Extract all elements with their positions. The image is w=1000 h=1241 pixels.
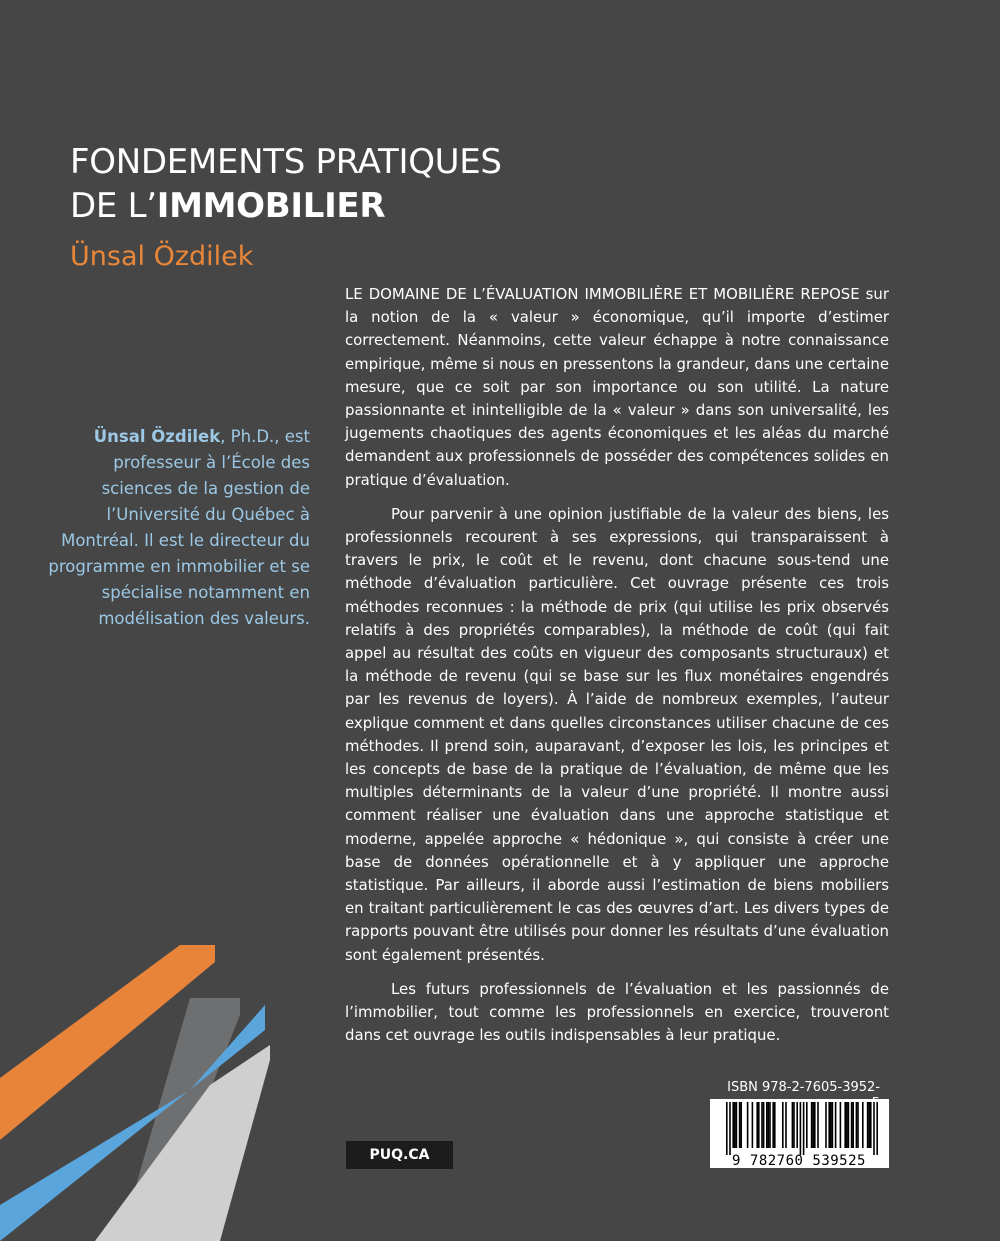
barcode-bar bbox=[793, 1102, 795, 1148]
barcode-bar bbox=[768, 1102, 770, 1148]
barcode-bar bbox=[800, 1102, 802, 1155]
barcode-bar bbox=[828, 1102, 830, 1148]
barcode-bar bbox=[752, 1102, 754, 1148]
barcode-digits: 9 782760 539525 bbox=[732, 1153, 866, 1168]
barcode-bar bbox=[806, 1102, 808, 1148]
barcode-bar bbox=[734, 1102, 736, 1148]
barcode-bar bbox=[740, 1102, 742, 1148]
barcode-bar bbox=[729, 1102, 731, 1155]
barcode-bar bbox=[867, 1102, 869, 1148]
barcode-bar bbox=[870, 1102, 872, 1148]
publisher-label: PUQ.CA bbox=[346, 1141, 453, 1169]
title-line-2-bold: IMMOBILIER bbox=[156, 186, 386, 226]
bio-text: , Ph.D., est professeur à l’École des sciences de la gestion de l’Université du Québec à Montréal. Il est le directeur du programme en immobilier et se spécialise notamment en modélisation des valeurs. bbox=[48, 427, 310, 628]
barcode-bar bbox=[852, 1102, 854, 1148]
title-line-1: FONDEMENTS PRATIQUES bbox=[70, 142, 502, 182]
barcode-bar bbox=[782, 1102, 784, 1148]
barcode-bar bbox=[873, 1102, 875, 1155]
barcode-bar bbox=[825, 1102, 827, 1148]
paragraph-3: Les futurs professionnels de l’évaluation et les passionnés de l’immobilier, tout comme les professionnels en exercice, trouveront dans cet ouvrage les outils indispensables à leur pratique. bbox=[345, 979, 889, 1045]
barcode-bar bbox=[848, 1102, 850, 1148]
back-cover-text bbox=[345, 283, 889, 1048]
barcode-bar bbox=[803, 1102, 805, 1155]
author-name: Ünsal Özdilek bbox=[70, 241, 254, 272]
barcode-bar bbox=[814, 1102, 816, 1148]
barcode-bar bbox=[736, 1102, 738, 1148]
barcode-bars bbox=[710, 1099, 889, 1168]
barcode-bar bbox=[876, 1102, 878, 1155]
title-line-2-prefix: DE L’ bbox=[70, 186, 157, 226]
book-title bbox=[70, 140, 502, 228]
author-bio bbox=[40, 424, 310, 632]
barcode-bar bbox=[769, 1102, 771, 1148]
barcode-bar bbox=[756, 1102, 758, 1148]
barcode-bar bbox=[851, 1102, 853, 1148]
barcode-bar bbox=[832, 1102, 834, 1148]
barcode-bar bbox=[844, 1102, 846, 1148]
barcode-bar bbox=[774, 1102, 776, 1148]
barcode-bar bbox=[811, 1102, 813, 1148]
barcode-bar bbox=[772, 1102, 774, 1148]
barcode-bar bbox=[856, 1102, 858, 1148]
barcode-bar bbox=[817, 1102, 819, 1148]
barcode-bar bbox=[785, 1102, 787, 1148]
barcode-bar bbox=[766, 1102, 768, 1148]
barcode-bar bbox=[732, 1102, 734, 1148]
isbn-label: ISBN 978-2-7605-3952- bbox=[727, 1080, 880, 1095]
barcode-bar bbox=[868, 1102, 870, 1148]
barcode-bar bbox=[835, 1102, 837, 1148]
barcode-bar bbox=[763, 1102, 765, 1148]
barcode-bar bbox=[792, 1102, 794, 1148]
bio-author-name: Ünsal Özdilek bbox=[93, 427, 221, 446]
barcode-bar bbox=[840, 1102, 842, 1148]
barcode bbox=[710, 1099, 889, 1168]
barcode-bar bbox=[812, 1102, 814, 1148]
barcode-bar bbox=[758, 1102, 760, 1148]
barcode-bar bbox=[739, 1102, 741, 1148]
barcode-bar bbox=[726, 1102, 728, 1155]
barcode-bar bbox=[796, 1102, 798, 1148]
barcode-bar bbox=[846, 1102, 848, 1148]
paragraph-2: Pour parvenir à une opinion justifiable de la valeur des biens, les professionnels recourent à ses expressions, qui transparaissent à travers le prix, le coût et le revenu, dont chacune sous-tend une méthode d’évaluation particulière. Cet ouvrage présente ces trois méthodes reconnues : la méthode de prix (qui utilise les prix observés relatifs à des propriétés comparables), la méthode de coût (qui fait appel au résultat des coûts en vigueur des composants structuraux) et la méthode de revenu (qui se base sur les flux monétaires engendrés par les revenus de loyers). À l’aide de nombreux exemples, l’auteur explique comment et dans quelles circonstances utiliser chacune de ces méthodes. Il prend soin, auparavant, d’exposer les lois, les principes et les concepts de base de la pratique de l’évaluation, de même que les multiples déterminants de la valeur d’une propriété. Il montre aussi comment réaliser une évaluation dans une approche statistique et moderne, appelée approche « hédonique », qui consiste à créer une base de données opérationnelle et à y appliquer une approche statistique. Par ailleurs, il aborde aussi l’estimation de biens mobiliers en traitant particulièrement le cas des œuvres d’art. Les divers types de rapports pouvant être utilisés pour donner les résultats d’une évaluation sont également présentés. bbox=[345, 504, 889, 964]
barcode-bar bbox=[830, 1102, 832, 1148]
paragraph-1: LE DOMAINE DE L’ÉVALUATION IMMOBILIÈRE ET MOBILIÈRE REPOSE sur la notion de la « valeur » économique, qu’il importe d’estimer correctement. Néanmoins, cette valeur échappe à notre connaissance empirique, même si nous en pressentons la grandeur, dans une certaine mesure, que ce soit par son importance ou son utilité. La nature passionnante et inintelligible de la « valeur » dans son universalité, les jugements chaotiques des agents économiques et les aléas du marché demandent aux professionnels de posséder des compétences solides en pratique d’évaluation. bbox=[345, 285, 889, 489]
barcode-bar bbox=[857, 1102, 859, 1148]
barcode-bar bbox=[761, 1102, 763, 1148]
barcode-bar bbox=[747, 1102, 749, 1148]
barcode-bar bbox=[862, 1102, 864, 1148]
